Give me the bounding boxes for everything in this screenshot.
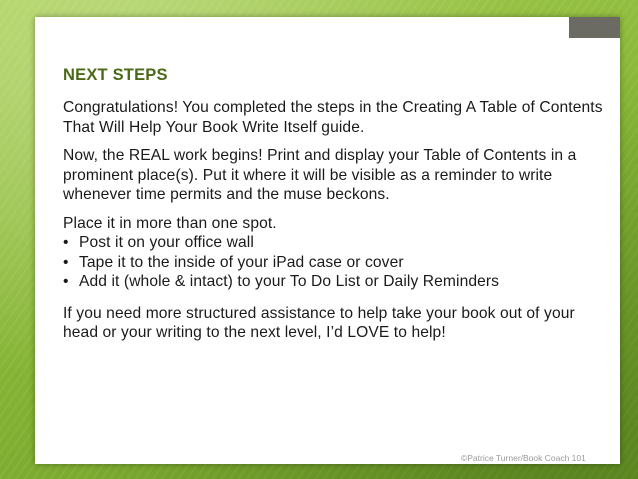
placement-intro: Place it in more than one spot. (63, 214, 277, 232)
bullet-text: Add it (whole & intact) to your To Do List or Daily Reminders (79, 273, 500, 290)
list-item (63, 253, 608, 273)
list-item (63, 233, 608, 253)
slide-panel (35, 17, 620, 464)
bullet-icon: • (63, 253, 69, 271)
bullet-text: Tape it to the inside of your iPad case or cover (79, 253, 404, 271)
slide-heading: NEXT STEPS (63, 66, 168, 84)
bullet-icon: • (63, 234, 69, 251)
footer-credit: ©Patrice Turner/Book Coach 101 (461, 453, 586, 463)
congratulations-paragraph: Congratulations! You completed the steps in the Creating A Table of Contents That Will Help Your Book Write Itself guide. (63, 99, 603, 136)
placement-bullet-list (63, 233, 608, 292)
corner-accent-bar (569, 17, 620, 38)
real-work-paragraph: Now, the REAL work begins! Print and display your Table of Contents in a prominent place(s). Put it where it will be visible as a reminder to write whenever time permits and the muse beckons. (63, 147, 577, 203)
bullet-icon: • (63, 273, 69, 290)
slide-content (63, 65, 608, 343)
list-item (63, 272, 608, 292)
closing-paragraph: If you need more structured assistance to help take your book out of your head or your writing to the next level, I’d LOVE to help! (63, 304, 575, 341)
bullet-text: Post it on your office wall (79, 234, 254, 251)
